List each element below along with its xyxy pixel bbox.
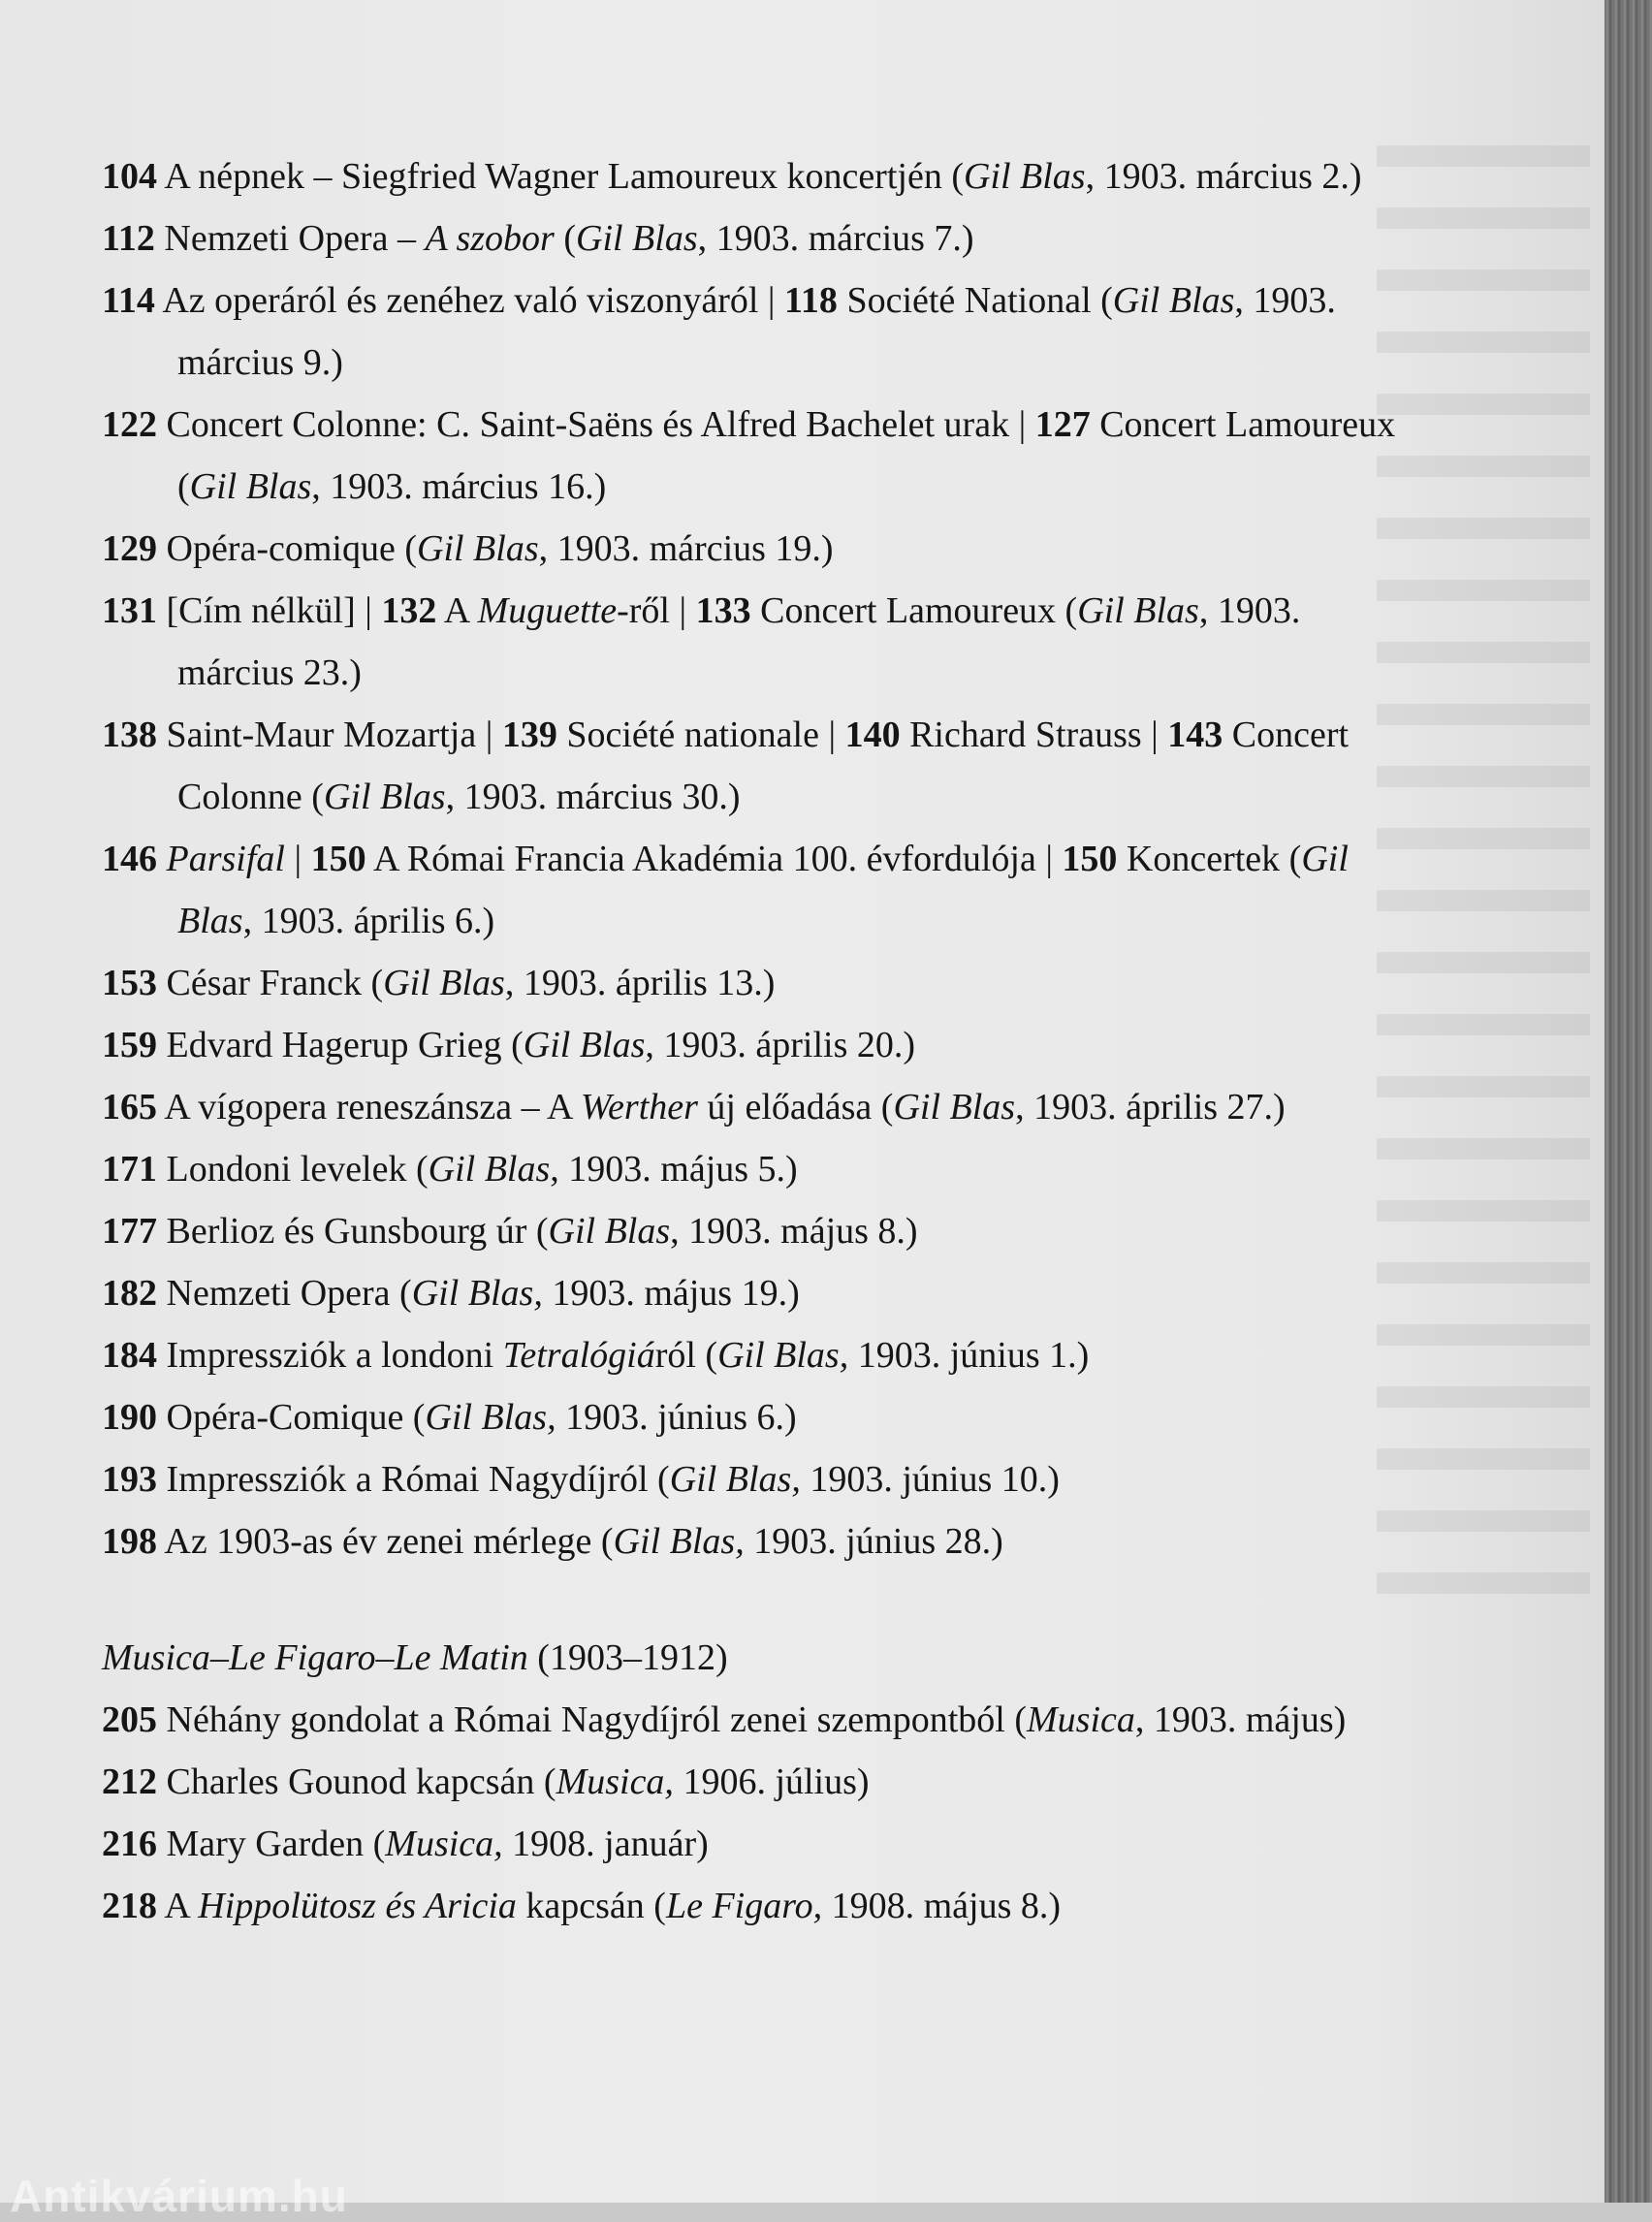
- page-number: 193: [102, 1459, 157, 1500]
- page-number: 127: [1034, 404, 1091, 445]
- entry-text: Néhány gondolat a Római Nagydíjról zenei szempontból (: [166, 1699, 1027, 1740]
- contents-list-gil-blas: [102, 145, 1420, 1572]
- toc-entry: [102, 1386, 1420, 1448]
- section-heading: [102, 1627, 1420, 1689]
- entry-text: , 1903. március 9.): [177, 280, 1336, 383]
- entry-text: , 1903. március 7.): [697, 218, 974, 259]
- entry-text: Berlioz és Gunsbourg úr (: [166, 1211, 549, 1252]
- page-number: 153: [102, 963, 157, 1003]
- page-number: 150: [1062, 839, 1118, 879]
- entry-text: César Franck (: [166, 963, 384, 1003]
- page-number: 143: [1167, 714, 1223, 755]
- page-number: 190: [102, 1397, 157, 1438]
- entry-title-italic: A szobor: [425, 218, 555, 259]
- entry-text: Londoni levelek (: [166, 1149, 429, 1190]
- entry-text: Société National (: [837, 280, 1113, 321]
- page-number: 139: [501, 714, 557, 755]
- entry-text: új előadása (: [697, 1087, 894, 1127]
- entry-title-italic: Le Figaro,: [665, 1886, 823, 1926]
- page-number: 177: [102, 1211, 157, 1252]
- entry-text: |: [284, 839, 311, 879]
- entry-title-italic: Hippolütosz és Aricia: [198, 1886, 517, 1926]
- entry-title-italic: Gil Blas,: [411, 1273, 543, 1314]
- entry-text: Nemzeti Opera (: [166, 1273, 412, 1314]
- toc-entry: [102, 952, 1420, 1014]
- toc-entry: [102, 394, 1420, 518]
- entry-text: 1903. június 28.): [744, 1521, 1003, 1562]
- page-number: 146: [102, 839, 157, 879]
- page-number: 140: [844, 714, 901, 755]
- entry-text: 1908. május 8.): [822, 1886, 1062, 1926]
- entry-text: 1908. január): [502, 1824, 709, 1864]
- page-number: 198: [102, 1521, 157, 1562]
- entry-text: Richard Strauss |: [900, 714, 1168, 755]
- contents-list-musica: [102, 1689, 1420, 1937]
- page-number: 114: [102, 280, 155, 321]
- entry-text: , 1903. május 8.): [670, 1211, 918, 1252]
- toc-entry: [102, 518, 1420, 580]
- page-number: 104: [102, 156, 157, 197]
- toc-entry: [102, 1324, 1420, 1386]
- page-number: 129: [102, 528, 157, 569]
- entry-title-italic: Muguette: [477, 590, 618, 631]
- entry-title-italic: Gil Blas: [548, 1211, 671, 1252]
- page-number: 132: [381, 590, 437, 631]
- entry-text: Opéra-comique (: [166, 528, 417, 569]
- page-number: 138: [102, 714, 157, 755]
- entry-text: Charles Gounod kapcsán (: [166, 1762, 556, 1802]
- entry-text: (: [554, 218, 576, 259]
- entry-text: , 1903. március 30.): [445, 777, 741, 817]
- toc-entry: [102, 1200, 1420, 1262]
- entry-text: A vígopera reneszánsza – A: [164, 1087, 581, 1127]
- toc-entry: [102, 1689, 1420, 1751]
- toc-entry: [102, 1138, 1420, 1200]
- entry-title-italic: Musica,: [385, 1824, 503, 1864]
- entry-title-italic: Gil Blas,: [613, 1521, 745, 1562]
- entry-text: Société nationale |: [556, 714, 845, 755]
- section-title: Musica–Le Figaro–Le Matin: [102, 1637, 528, 1678]
- page-number: 118: [784, 280, 838, 321]
- entry-title-italic: Tetralógiá: [502, 1335, 655, 1376]
- page-number: 212: [102, 1762, 157, 1802]
- toc-entry: [102, 1262, 1420, 1324]
- entry-text: Az 1903-as év zenei mérlege (: [164, 1521, 614, 1562]
- entry-title-italic: Gil Blas: [523, 1025, 646, 1065]
- entry-text: , 1903. március 19.): [538, 528, 834, 569]
- entry-title-italic: Gil Blas,: [425, 1397, 556, 1438]
- entry-text: 1906. július): [673, 1762, 870, 1802]
- entry-text: Concert Colonne (: [177, 714, 1350, 817]
- page-number: 133: [695, 590, 751, 631]
- toc-entry: [102, 145, 1420, 207]
- entry-title-italic: Parsifal: [166, 839, 285, 879]
- entry-text: Opéra-Comique (: [166, 1397, 426, 1438]
- page-number: 131: [102, 590, 157, 631]
- entry-text: Concert Colonne: C. Saint-Saëns és Alfred Bachelet urak |: [166, 404, 1035, 445]
- toc-entry: [102, 207, 1420, 270]
- page-number: 216: [102, 1824, 157, 1864]
- page-number: 150: [310, 839, 366, 879]
- toc-entry: [102, 828, 1420, 952]
- entry-text: [Cím nélkül] |: [166, 590, 382, 631]
- toc-entry: [102, 270, 1420, 394]
- section-years: (1903–1912): [527, 1637, 728, 1678]
- table-of-contents: [102, 145, 1420, 1937]
- book-spine: [1604, 0, 1652, 2203]
- watermark: Antikvárium.hu: [10, 2171, 348, 2221]
- toc-entry: [102, 1076, 1420, 1138]
- page-number: 112: [102, 218, 155, 259]
- entry-title-italic: Gil Blas: [383, 963, 505, 1003]
- entry-text: , 1903. március 2.): [1085, 156, 1362, 197]
- entry-text: A Római Francia Akadémia 100. évfordulója |: [365, 839, 1063, 879]
- entry-text: 1903. június 6.): [556, 1397, 797, 1438]
- entry-text: , 1903. május 5.): [550, 1149, 798, 1190]
- entry-title-italic: Gil Blas: [177, 839, 1349, 941]
- page-number: 184: [102, 1335, 157, 1376]
- toc-entry: [102, 1813, 1420, 1875]
- entry-text: 1903. június 10.): [800, 1459, 1060, 1500]
- entry-text: Saint-Maur Mozartja |: [166, 714, 502, 755]
- page-number: 205: [102, 1699, 157, 1740]
- entry-text: Az operáról és zenéhez való viszonyáról |: [162, 280, 785, 321]
- entry-text: , 1903. április 20.): [645, 1025, 916, 1065]
- entry-text: , 1903. március 16.): [311, 466, 607, 507]
- entry-text: Concert Lamoureux (: [750, 590, 1078, 631]
- toc-entry: [102, 1448, 1420, 1510]
- entry-title-italic: Gil Blas: [323, 777, 446, 817]
- entry-text: Impressziók a londoni: [166, 1335, 503, 1376]
- toc-entry: [102, 1510, 1420, 1572]
- entry-title-italic: Gil Blas: [189, 466, 312, 507]
- entry-text: kapcsán (: [516, 1886, 666, 1926]
- entry-text: A: [164, 1886, 199, 1926]
- entry-text: Koncertek (: [1117, 839, 1302, 879]
- entry-text: -ről |: [617, 590, 696, 631]
- entry-text: A: [436, 590, 478, 631]
- entry-title-italic: Gil Blas,: [717, 1335, 849, 1376]
- entry-title-italic: Musica: [1027, 1699, 1135, 1740]
- toc-entry: [102, 704, 1420, 828]
- entry-text: A népnek – Siegfried Wagner Lamoureux koncertjén (: [164, 156, 964, 197]
- entry-text: Nemzeti Opera –: [164, 218, 426, 259]
- toc-entry: [102, 1875, 1420, 1937]
- entry-title-italic: Gil Blas: [963, 156, 1086, 197]
- entry-text: Edvard Hagerup Grieg (: [166, 1025, 524, 1065]
- entry-text: 1903. június 1.): [848, 1335, 1090, 1376]
- page-number: 218: [102, 1886, 157, 1926]
- entry-text: ról (: [654, 1335, 718, 1376]
- toc-entry: [102, 1751, 1420, 1813]
- entry-text: 1903. május 19.): [542, 1273, 800, 1314]
- entry-title-italic: Gil Blas: [576, 218, 698, 259]
- toc-entry: [102, 580, 1420, 704]
- page-number: 165: [102, 1087, 157, 1127]
- entry-text: , 1903. április 13.): [504, 963, 776, 1003]
- entry-text: Concert Lamoureux (: [177, 404, 1396, 507]
- entry-title-italic: Gil Blas: [428, 1149, 551, 1190]
- page-number: 159: [102, 1025, 157, 1065]
- page-number: 171: [102, 1149, 157, 1190]
- entry-title-italic: Gil Blas: [1077, 590, 1199, 631]
- entry-text: Impressziók a Római Nagydíjról (: [166, 1459, 670, 1500]
- entry-text: , 1903. május): [1134, 1699, 1347, 1740]
- entry-title-italic: Gil Blas: [417, 528, 539, 569]
- entry-title-italic: Gil Blas: [893, 1087, 1016, 1127]
- entry-text: , 1903. április 27.): [1015, 1087, 1286, 1127]
- entry-title-italic: Werther: [580, 1087, 698, 1127]
- entry-text: , 1903. március 23.): [177, 590, 1301, 693]
- entry-title-italic: Gil Blas,: [669, 1459, 801, 1500]
- entry-text: Mary Garden (: [166, 1824, 386, 1864]
- entry-text: , 1903. április 6.): [242, 901, 495, 941]
- entry-title-italic: Musica,: [556, 1762, 674, 1802]
- page-number: 182: [102, 1273, 157, 1314]
- entry-title-italic: Gil Blas: [1112, 280, 1235, 321]
- toc-entry: [102, 1014, 1420, 1076]
- page-number: 122: [102, 404, 157, 445]
